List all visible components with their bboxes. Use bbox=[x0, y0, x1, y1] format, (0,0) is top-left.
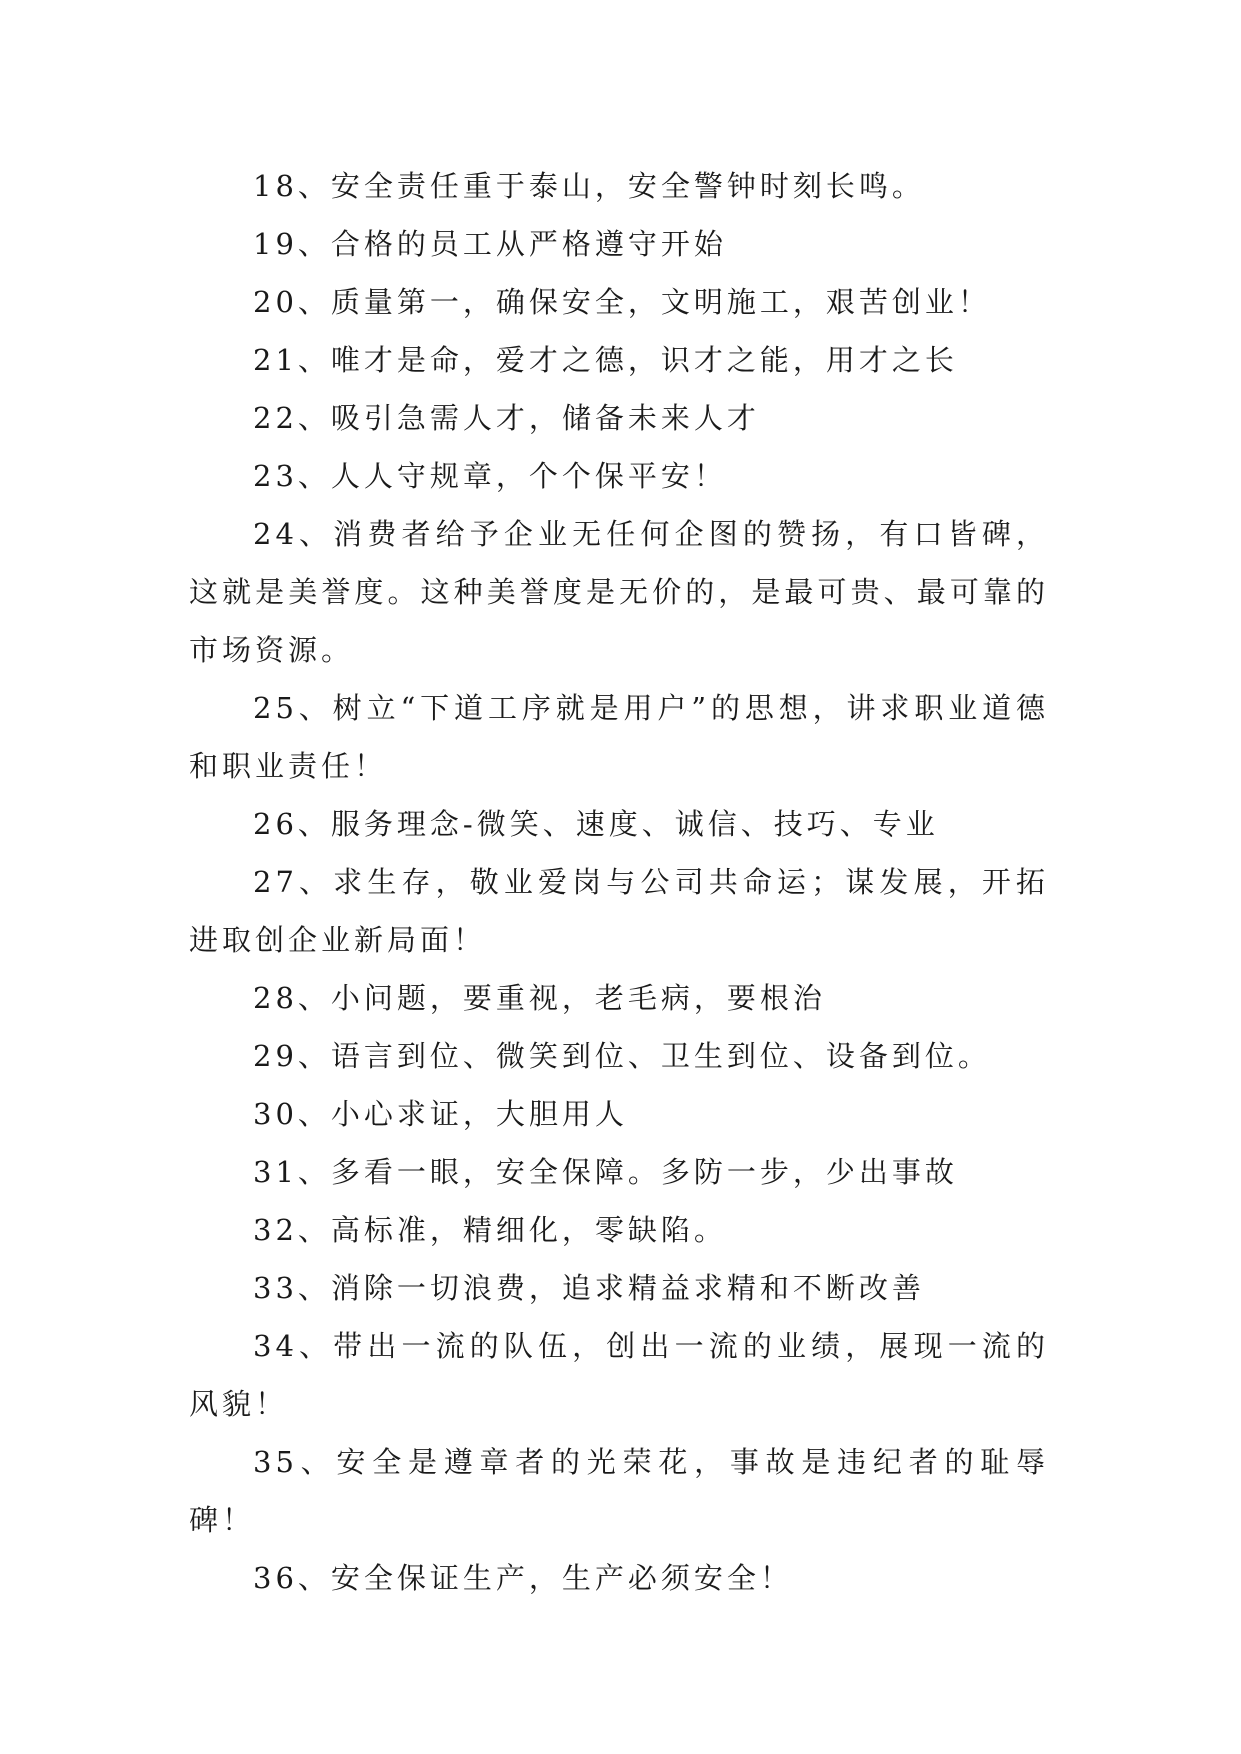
slogan-item: 27、求生存，敬业爱岗与公司共命运；谋发展，开拓进取创企业新局面！ bbox=[189, 865, 1049, 957]
slogan-item: 19、合格的员工从严格遵守开始 bbox=[253, 227, 727, 261]
slogan-item: 28、小问题，要重视，老毛病，要根治 bbox=[253, 981, 826, 1015]
slogan-item: 32、高标准，精细化，零缺陷。 bbox=[253, 1213, 727, 1247]
slogan-item: 31、多看一眼，安全保障。多防一步，少出事故 bbox=[253, 1155, 958, 1189]
slogan-item: 30、小心求证，大胆用人 bbox=[253, 1097, 628, 1131]
slogan-item: 18、安全责任重于泰山，安全警钟时刻长鸣。 bbox=[253, 169, 925, 203]
slogan-item: 34、带出一流的队伍，创出一流的业绩，展现一流的风貌！ bbox=[189, 1329, 1049, 1421]
slogan-item: 23、人人守规章，个个保平安！ bbox=[253, 459, 727, 493]
slogan-list bbox=[189, 157, 1049, 1607]
slogan-item: 35、安全是遵章者的光荣花，事故是违纪者的耻辱碑！ bbox=[189, 1445, 1049, 1537]
slogan-item: 24、消费者给予企业无任何企图的赞扬，有口皆碑，这就是美誉度。这种美誉度是无价的，是最可贵、最可靠的市场资源。 bbox=[189, 517, 1049, 667]
slogan-item: 22、吸引急需人才，储备未来人才 bbox=[253, 401, 760, 435]
slogan-item: 36、安全保证生产，生产必须安全！ bbox=[253, 1561, 793, 1595]
slogan-item: 25、树立“下道工序就是用户”的思想，讲求职业道德和职业责任！ bbox=[189, 691, 1049, 783]
slogan-item: 21、唯才是命，爱才之德，识才之能，用才之长 bbox=[253, 343, 958, 377]
slogan-item: 20、质量第一，确保安全，文明施工，艰苦创业！ bbox=[253, 285, 991, 319]
slogan-item: 26、服务理念-微笑、速度、诚信、技巧、专业 bbox=[253, 807, 939, 841]
slogan-item: 29、语言到位、微笑到位、卫生到位、设备到位。 bbox=[253, 1039, 991, 1073]
slogan-item: 33、消除一切浪费，追求精益求精和不断改善 bbox=[253, 1271, 925, 1305]
